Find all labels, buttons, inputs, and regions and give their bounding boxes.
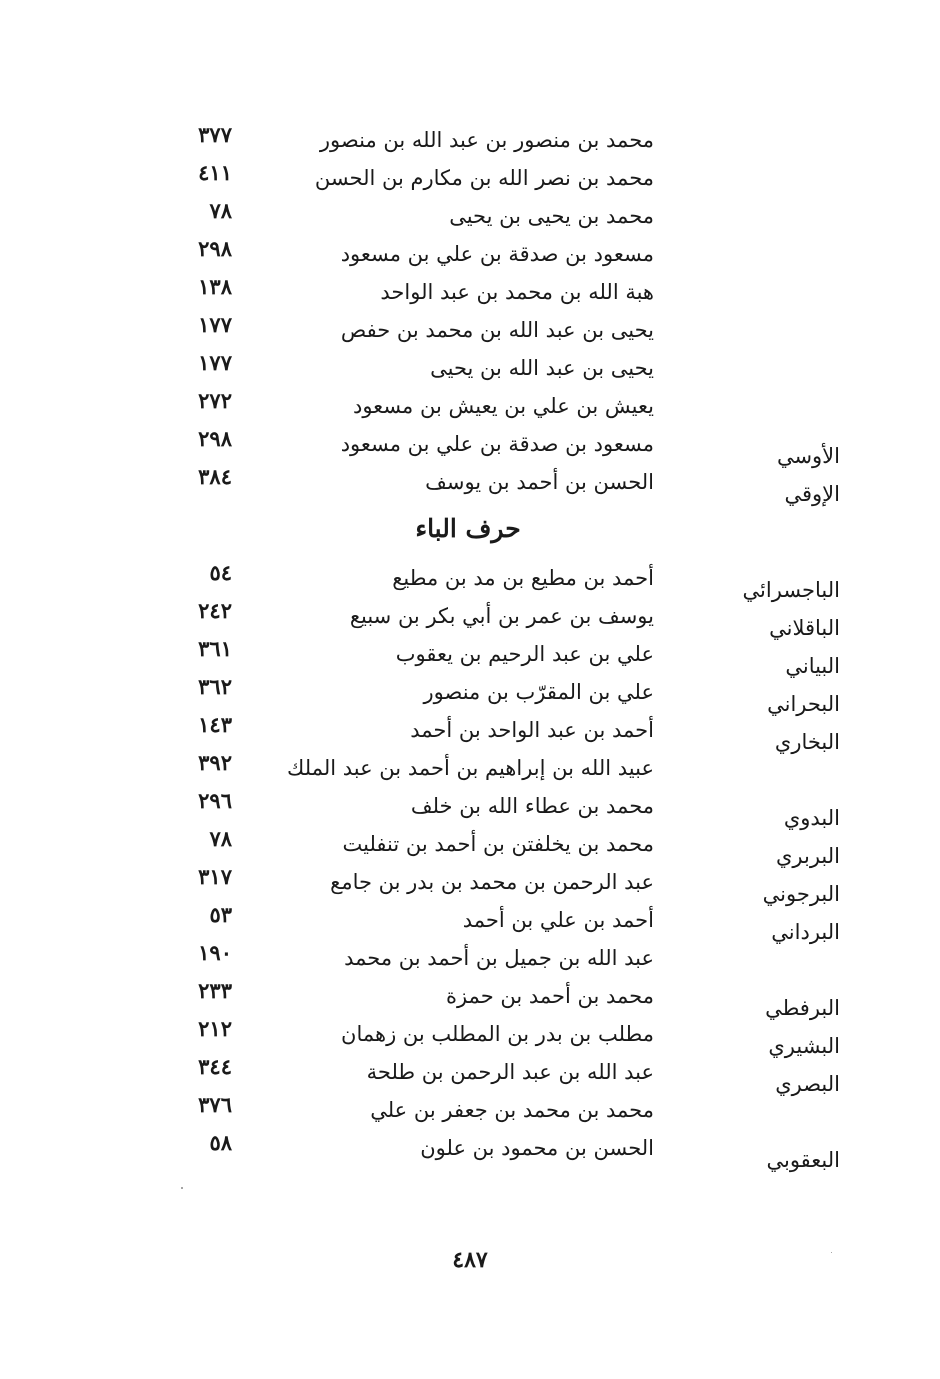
- entry-page-number: ٢٣٣: [198, 978, 232, 1003]
- section-heading-text: حرف الباء: [415, 514, 521, 543]
- entry-page-number: ٣٦٢: [198, 674, 232, 699]
- entry-name: عبيد الله بن إبراهيم بن أحمد بن عبد الملك: [287, 756, 654, 780]
- entry-name: محمد بن نصر الله بن مكارم بن الحسن: [314, 166, 654, 190]
- index-entry: [0, 198, 940, 240]
- entry-nisba: البياني: [785, 654, 840, 678]
- entry-name: عبد الله بن عبد الرحمن بن طلحة: [366, 1060, 654, 1084]
- scan-speck: [181, 1187, 183, 1189]
- entry-page-number: ٤١١: [198, 160, 232, 185]
- entry-page-number: ١٩٠: [198, 940, 232, 965]
- entry-name: محمد بن يحيى بن يحيى: [449, 204, 654, 228]
- index-entry: [0, 464, 940, 506]
- entry-page-number: ٣٨٤: [198, 464, 232, 489]
- entry-nisba: البصري: [775, 1072, 840, 1096]
- index-entry: [0, 978, 940, 1020]
- entry-nisba: البرفطي: [765, 996, 840, 1020]
- entry-name: يعيش بن علي بن يعيش بن مسعود: [352, 394, 654, 418]
- index-entry: [0, 350, 940, 392]
- entry-name: محمد بن يخلفتن بن أحمد بن تنفليت: [342, 832, 654, 856]
- entry-name: أحمد بن مطيع بن مد بن مطيع: [392, 566, 654, 590]
- entry-page-number: ٣١٧: [198, 864, 232, 889]
- entry-name: علي بن المقرّب بن منصور: [423, 680, 654, 704]
- entry-name: محمد بن محمد بن جعفر بن علي: [370, 1098, 654, 1122]
- entry-page-number: ٣٦١: [198, 636, 232, 661]
- entry-page-number: ٥٤: [209, 560, 232, 585]
- index-entry: [0, 636, 940, 678]
- entry-name: عبد الرحمن بن محمد بن بدر بن جامع: [330, 870, 654, 894]
- entry-name: محمد بن عطاء الله بن خلف: [410, 794, 654, 818]
- entry-page-number: ٣٤٤: [198, 1054, 232, 1079]
- entry-page-number: ٣٩٢: [198, 750, 232, 775]
- entry-nisba: الإوقي: [784, 482, 840, 506]
- entry-name: محمد بن منصور بن عبد الله بن منصور: [319, 128, 654, 152]
- entry-page-number: ١٧٧: [198, 350, 232, 375]
- entry-nisba: البرجوني: [762, 882, 840, 906]
- entry-page-number: ٧٨: [209, 826, 232, 851]
- entry-nisba: البخاري: [774, 730, 840, 754]
- entry-page-number: ٢٤٢: [198, 598, 232, 623]
- index-entry: [0, 902, 940, 944]
- index-entry: [0, 236, 940, 278]
- index-entry: [0, 674, 940, 716]
- index-entry: [0, 712, 940, 754]
- index-entry: [0, 1130, 940, 1172]
- index-entry: [0, 312, 940, 354]
- entry-name: يوسف بن عمر بن أبي بكر بن سبيع: [349, 604, 654, 628]
- entry-page-number: ١٣٨: [198, 274, 232, 299]
- entry-nisba: البعقوبي: [766, 1148, 840, 1172]
- entry-page-number: ١٤٣: [198, 712, 232, 737]
- index-entry: [0, 864, 940, 906]
- entry-nisba: البحراني: [767, 692, 840, 716]
- entry-page-number: ٢٩٦: [198, 788, 232, 813]
- index-entry: [0, 1092, 940, 1134]
- entry-page-number: ١٧٧: [198, 312, 232, 337]
- entry-name: مسعود بن صدقة بن علي بن مسعود: [340, 432, 654, 456]
- index-entry: [0, 1016, 940, 1058]
- index-entry: [0, 1054, 940, 1096]
- entry-page-number: ٣٧٧: [198, 122, 232, 147]
- index-entry: [0, 826, 940, 868]
- index-entry: [0, 788, 940, 830]
- entry-name: مسعود بن صدقة بن علي بن مسعود: [340, 242, 654, 266]
- entry-name: محمد بن أحمد بن حمزة: [445, 984, 654, 1008]
- entry-page-number: ٥٨: [209, 1130, 232, 1155]
- entry-name: أحمد بن علي بن أحمد: [462, 908, 654, 932]
- index-entry: [0, 598, 940, 640]
- entry-name: مطلب بن بدر بن المطلب بن زهمان: [341, 1022, 654, 1046]
- entry-page-number: ٢١٢: [198, 1016, 232, 1041]
- entry-page-number: ٧٨: [209, 198, 232, 223]
- entry-name: يحيى بن عبد الله بن محمد بن حفص: [340, 318, 654, 342]
- entry-name: أحمد بن عبد الواحد بن أحمد: [410, 718, 654, 742]
- entry-page-number: ٣٧٦: [198, 1092, 232, 1117]
- entry-nisba: الباقلاني: [769, 616, 840, 640]
- index-entry: [0, 160, 940, 202]
- entry-name: عبد الله بن جميل بن أحمد بن محمد: [344, 946, 654, 970]
- entry-nisba: البربري: [775, 844, 840, 868]
- entry-name: الحسن بن أحمد بن يوسف: [425, 470, 654, 494]
- entry-page-number: ٢٧٢: [198, 388, 232, 413]
- entry-name: يحيى بن عبد الله بن يحيى: [430, 356, 654, 380]
- entry-name: هبة الله بن محمد بن عبد الواحد: [380, 280, 654, 304]
- entry-nisba: البشيري: [768, 1034, 840, 1058]
- page-number: ٤٨٧: [452, 1247, 488, 1273]
- index-entry: [0, 426, 940, 468]
- entry-page-number: ٢٩٨: [198, 426, 232, 451]
- index-entry: [0, 940, 940, 982]
- index-entry: [0, 388, 940, 430]
- entry-nisba: الباجسرائي: [742, 578, 840, 602]
- index-entry: [0, 750, 940, 792]
- entry-nisba: الأوسي: [776, 444, 840, 468]
- index-entry: [0, 122, 940, 164]
- entry-page-number: ٢٩٨: [198, 236, 232, 261]
- entry-page-number: ٥٣: [209, 902, 232, 927]
- section-heading: [0, 514, 940, 543]
- index-entry: [0, 274, 940, 316]
- entry-name: الحسن بن محمود بن علون: [420, 1136, 654, 1160]
- entry-nisba: البرداني: [771, 920, 840, 944]
- entry-nisba: البدوي: [783, 806, 840, 830]
- entry-name: علي بن عبد الرحيم بن يعقوب: [395, 642, 654, 666]
- index-entry: [0, 560, 940, 602]
